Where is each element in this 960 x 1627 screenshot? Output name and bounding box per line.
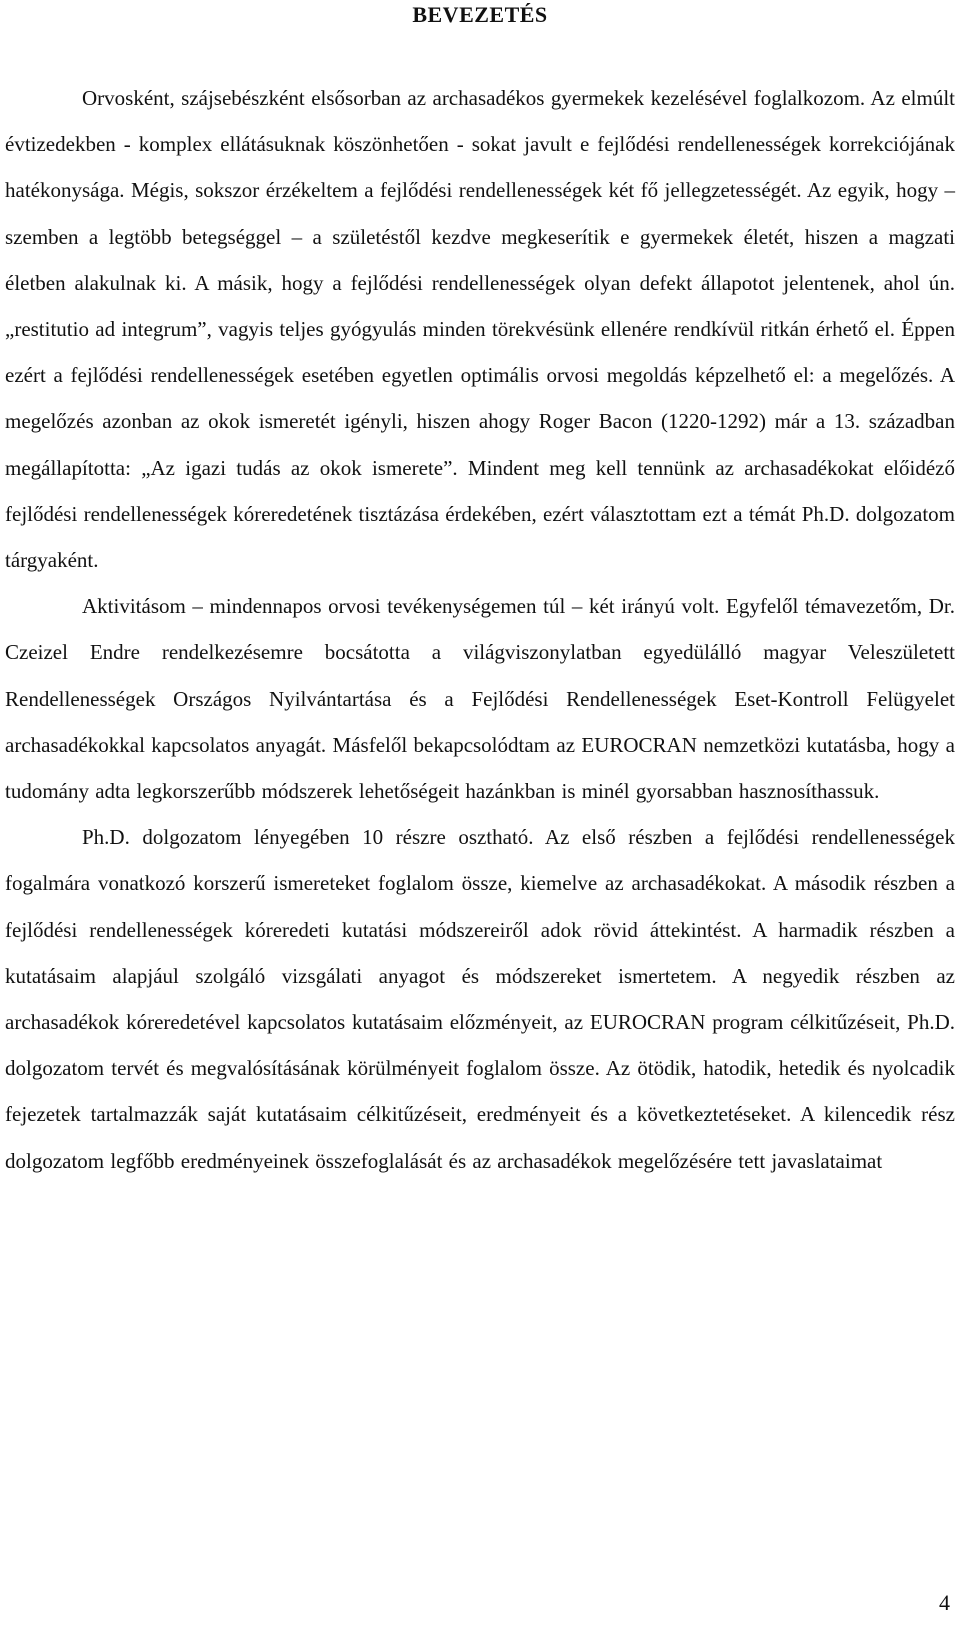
paragraph-activity: Aktivitásom – mindennapos orvosi tevékenységemen túl – két irányú volt. Egyfelől témavezetőm, Dr. Czeizel Endre rendelkezésemre bocsátotta a világviszonylatban egyedülálló magyar Veleszületett Rendellenességek Országos Nyilvántartása és a Fejlődési Rendellenességek Eset-Kontroll Felügyelet archasadékokkal kapcsolatos anyagát. Másfelől bekapcsolódtam az EUROCRAN nemzetközi kutatásba, hogy a tudomány adta legkorszerűbb módszerek lehetőségeit hazánkban is minél gyorsabban hasznosíthassuk. [5,594,955,804]
page-number: 4 [939,1590,950,1615]
page-title: BEVEZETÉS [412,2,548,27]
document-page [5,0,955,1627]
paragraph-structure: Ph.D. dolgozatom lényegében 10 részre osztható. Az első részben a fejlődési rendellenességek fogalmára vonatkozó korszerű ismereteket foglalom össze, kiemelve az archasadékokat. A második részben a fejlődési rendellenességek kóreredeti kutatási módszereiről adok rövid áttekintést. A harmadik részben a kutatásaim alapjául szolgáló vizsgálati anyagot és módszereket ismertetem. A negyedik részben az archasadékok kóreredetével kapcsolatos kutatásaim előzményeit, az EUROCRAN program célkitűzéseit, Ph.D. dolgozatom tervét és megvalósításának körülményeit foglalom össze. Az ötödik, hatodik, hetedik és nyolcadik fejezetek tartalmazzák saját kutatásaim célkitűzéseit, eredményeit és a következtetéseket. A kilencedik rész dolgozatom legfőbb eredményeinek összefoglalását és az archasadékok megelőzésére tett javaslataimat [5,825,955,1173]
body-text [5,75,955,1184]
paragraph-intro: Orvosként, szájsebészként elsősorban az archasadékos gyermekek kezelésével foglalkozom. Az elmúlt évtizedekben - komplex ellátásuknak köszönhetően - sokat javult e fejlődési rendellenességek korrekciójának hatékonysága. Mégis, sokszor érzékeltem a fejlődési rendellenességek két fő jellegzetességét. Az egyik, hogy – szemben a legtöbb betegséggel – a születéstől kezdve megkeserítik e gyermekek életét, hiszen a magzati életben alakulnak ki. A másik, hogy a fejlődési rendellenességek olyan defekt állapotot jelentenek, ahol ún. „restitutio ad integrum”, vagyis teljes gyógyulás minden törekvésünk ellenére rendkívül ritkán érhető el. Éppen ezért a fejlődési rendellenességek esetében egyetlen optimális orvosi megoldás képzelhető el: a megelőzés. A megelőzés azonban az okok ismeretét igényli, hiszen ahogy Roger Bacon (1220-1292) már a 13. században megállapította: „Az igazi tudás az okok ismerete”. Mindent meg kell tennünk az archasadékokat előidéző fejlődési rendellenességek kóreredetének tisztázása érdekében, ezért választottam ezt a témát Ph.D. dolgozatom tárgyaként. [5,86,955,573]
